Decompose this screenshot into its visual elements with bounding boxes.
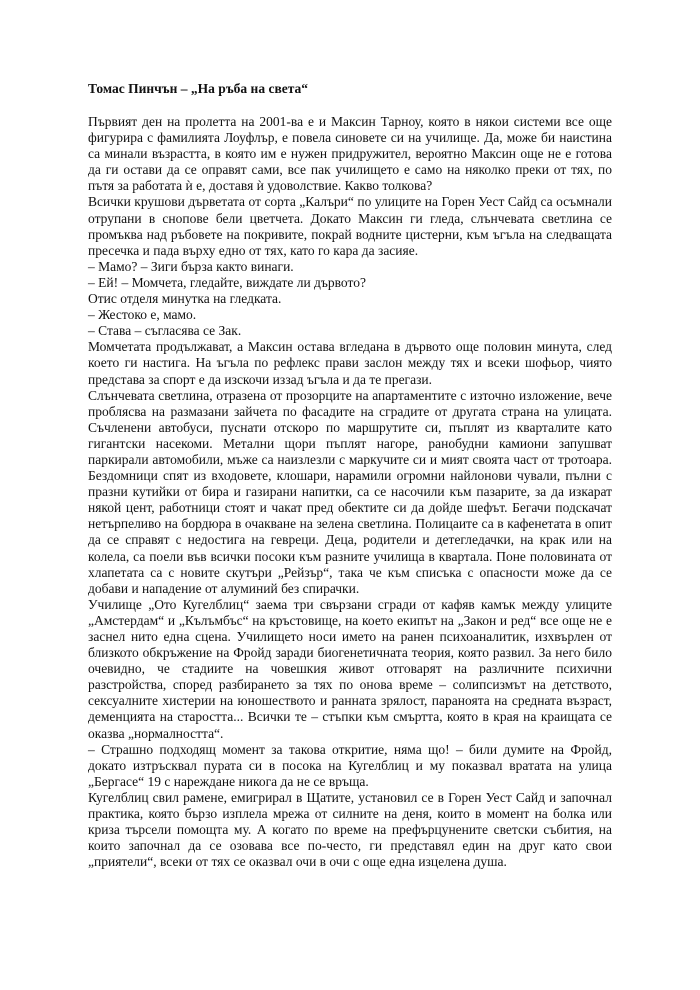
document-body: [88, 114, 612, 870]
paragraph: – Страшно подходящ момент за такова откритие, няма що! – били думите на Фройд, докато изтръсквал пурата си в посока на Кугелблиц и му показвал вратата на улица „Бергасе“ 19 с нареждане никога да не се връща.: [88, 741, 612, 789]
paragraph: Първият ден на пролетта на 2001-ва е и Максин Тарноу, която в някои системи все още фигурира с фамилията Лоуфлър, е повела синовете си на училище. Да, може би наистина са минали възрастта, в която им е нужен придружител, вероятно Максин още не е готова да ги остави да се оправят сами, все пак училището е само на няколко преки от тях, по пътя за работата ѝ е, доставя ѝ удоволствие. Какво толкова?: [88, 114, 612, 194]
paragraph: Момчетата продължават, а Максин остава вгледана в дървото още половин минута, след което ги настига. На ъгъла по рефлекс прави заслон между тях и всеки шофьор, чиято представа за спорт е да изскочи иззад ъгъла и да те прегази.: [88, 339, 612, 387]
paragraph: – Мамо? – Зиги бърза както винаги.: [88, 258, 294, 274]
paragraph: – Жестоко е, мамо.: [88, 307, 197, 323]
paragraph: Отис отделя минутка на гледката.: [88, 291, 282, 307]
paragraph: Кугелблиц свил рамене, емигрирал в Щатите, установил се в Горен Уест Сайд и започнал практика, която бързо изплела мрежа от силните на деня, които в момент на болка или криза търсели помощта му. А когато по време на префърцунените светски събития, на които започнал да се озовава все по-често, ги представял един на друг като свои „приятели“, всеки от тях се оказвал очи в очи с още една изцелена душа.: [88, 789, 612, 870]
paragraph: – Става – съгласява се Зак.: [88, 323, 242, 339]
paragraph: Слънчевата светлина, отразена от прозорците на апартаментите с източно изложение, вече проблясва на размазани зайчета по фасадите на сградите от другата страна на улицата. Съчленени автобуси, пуснати отскоро по маршрутите си, пъплят из кварталите като гигантски насекоми. Метални щори пъплят нагоре, ранобудни камиони запушват паркирали автомобили, мъже са наизлезли с маркучите си и мият своята част от тротоара. Бездомници спят из входовете, клошари, нарамили огромни найлонови чували, пълни с празни кутийки от бира и газирани напитки, са се насочили към пазарите, за да изкарат някой цент, работници стоят и чакат пред обектите си да дойде шефът. Бегачи подскачат нетърпеливо на бордюра в очакване на зелена светлина. Полицаите са в кафенетата в опит да се справят с недостига на гевреци. Деца, родители и детегледачки, на крак или на колела, са поели във всички посоки към разните училища в квартала. Поне половината от хлапетата са с новите скутъри „Рейзър“, така че към списъка с опасности може да се добави и нападение от алуминий без спирачки.: [88, 387, 612, 596]
paragraph: – Ей! – Момчета, гледайте, виждате ли дървото?: [88, 274, 366, 290]
document-title: Томас Пинчън – „На ръба на света“: [88, 81, 309, 96]
paragraph: Всички крушови дърветата от сорта „Калъри“ по улиците на Горен Уест Сайд са осъмнали отрупани в снопове бели цветчета. Докато Максин ги гледа, слънчевата светлина се промъква над ръбовете на покривите, покрай водните цистерни, към ъгъла на следващата пресечка и пада върху едно от тях, като го кара да засияе.: [88, 194, 612, 258]
paragraph: Училище „Ото Кугелблиц“ заема три свързани сгради от кафяв камък между улиците „Амстердам“ и „Кълъмбъс“ на кръстовище, на което екипът на „Закон и ред“ все още не е заснел нито една сцена. Училището носи името на ранен психоаналитик, изхвърлен от близкото обкръжение на Фройд заради биогенетичната теория, която развил. За него било очевидно, че стадиите на човешкия живот отговарят на различните психични разстройства, според разбирането за тях по онова време – солипсизмът на детството, сексуалните хистерии на юношеството и ранната зрялост, параноята на средната възраст, деменцията на старостта... Всички те – стъпки към смъртта, която в края на краищата се оказва „нормалността“.: [88, 596, 612, 741]
